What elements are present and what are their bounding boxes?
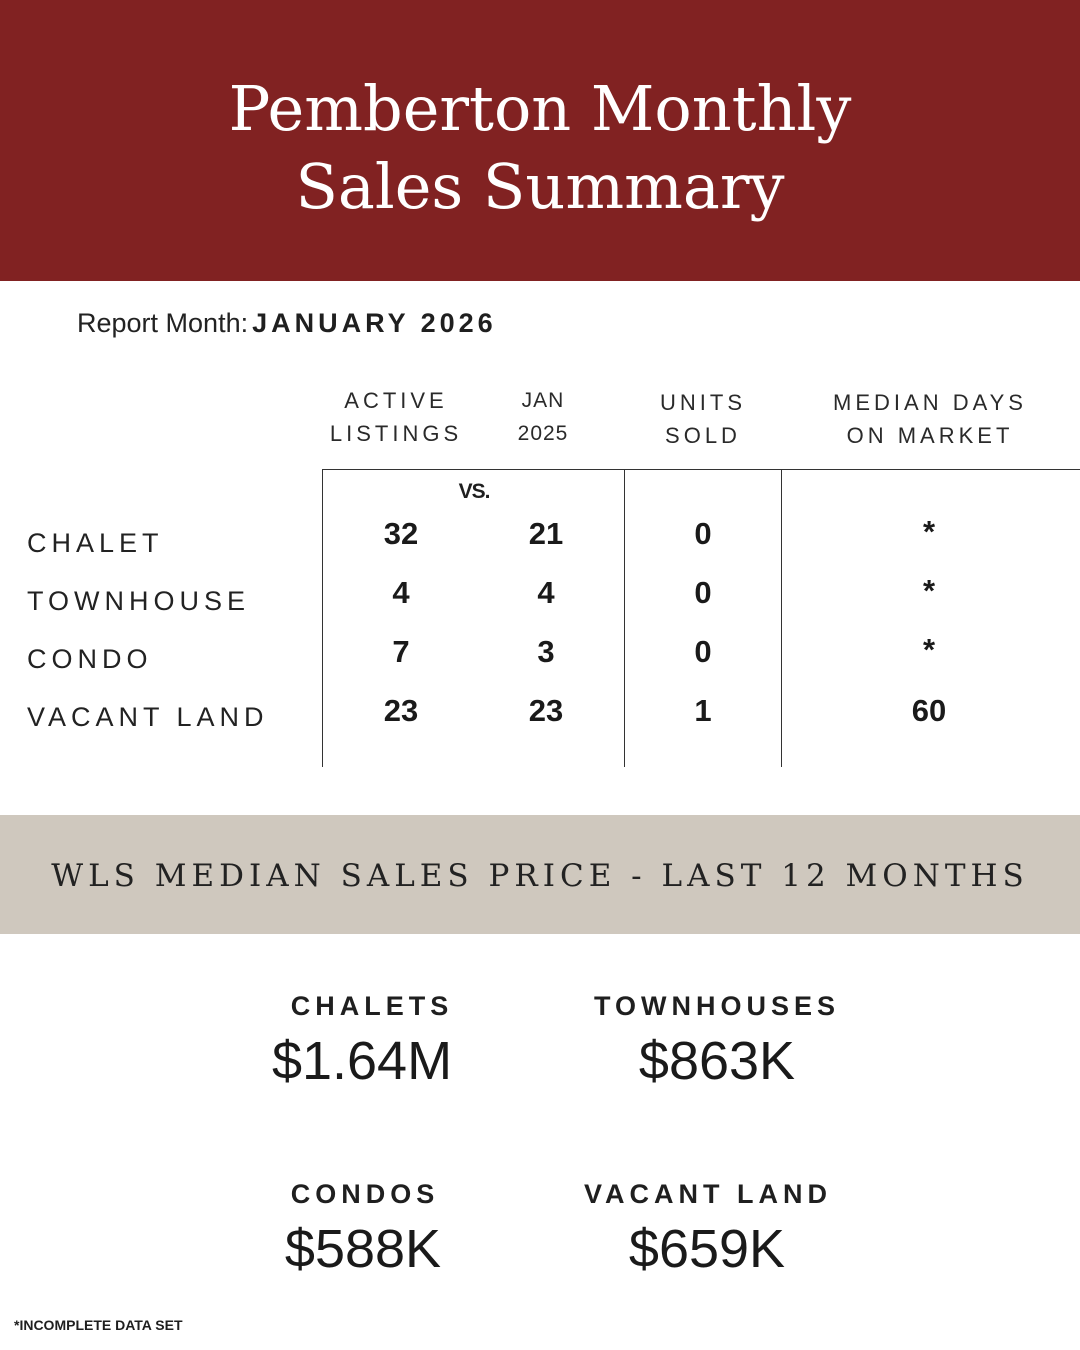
footnote: *INCOMPLETE DATA SET [14,1317,183,1333]
col-header-jan2025 [487,384,599,450]
price-label-condos: CONDOS [290,1179,440,1209]
table-cell-active: 7 [392,634,410,669]
vs-label: VS. [458,480,490,503]
table-cell-active: 32 [383,516,419,551]
table-cell-sold: 0 [694,575,712,610]
table-cell-active: 4 [392,575,410,610]
col-header-active-line2: LISTINGS [329,421,463,446]
price-value-condos: $588K [284,1219,442,1279]
col-header-active-line1: ACTIVE [344,388,448,413]
col-header-days-line1: MEDIAN DAYS [833,390,1027,415]
table-top-rule [322,469,1080,470]
table-cell-active: 23 [383,693,419,728]
report-month-label: Report Month: [77,308,249,338]
price-label-townhouses: TOWNHOUSES [593,991,840,1021]
row-label-vacant-land: VACANT LAND [27,702,269,732]
row-label-townhouse: TOWNHOUSE [27,586,251,616]
table-divider-3 [781,469,782,767]
table-cell-sold: 0 [694,634,712,669]
table-cell-jan2025: 23 [528,693,564,728]
price-value-vacant-land: $659K [628,1219,786,1279]
table-divider-1 [322,469,323,767]
page-title-line1: Pemberton Monthly [228,72,852,145]
table-cell-days: * [922,632,936,667]
price-value-chalets: $1.64M [271,1031,453,1091]
table-cell-jan2025: 3 [537,634,555,669]
table-cell-sold: 0 [694,516,712,551]
col-header-units-sold [623,386,783,452]
col-header-active [316,384,476,450]
col-header-median-days [800,386,1060,452]
col-header-jan-line2: 2025 [517,422,569,445]
table-cell-jan2025: 4 [537,575,555,610]
table-cell-jan2025: 21 [528,516,564,551]
table-cell-days: 60 [911,693,947,728]
col-header-sold-line2: SOLD [665,423,741,448]
price-label-chalets: CHALETS [290,991,454,1021]
report-month-value: JANUARY 2026 [252,308,497,338]
price-label-vacant-land: VACANT LAND [584,1179,832,1209]
table-cell-days: * [922,514,936,549]
row-label-condo: CONDO [27,644,153,674]
row-label-chalet: CHALET [27,528,164,558]
report-month [77,306,497,340]
median-section-title: WLS MEDIAN SALES PRICE - LAST 12 MONTHS [51,858,1029,894]
table-cell-sold: 1 [694,693,712,728]
page-title-line2: Sales Summary [295,150,785,223]
col-header-jan-line1: JAN [521,389,565,412]
table-cell-days: * [922,573,936,608]
col-header-sold-line1: UNITS [660,390,746,415]
price-value-townhouses: $863K [638,1031,796,1091]
col-header-days-line2: ON MARKET [846,423,1014,448]
table-divider-2 [624,469,625,767]
